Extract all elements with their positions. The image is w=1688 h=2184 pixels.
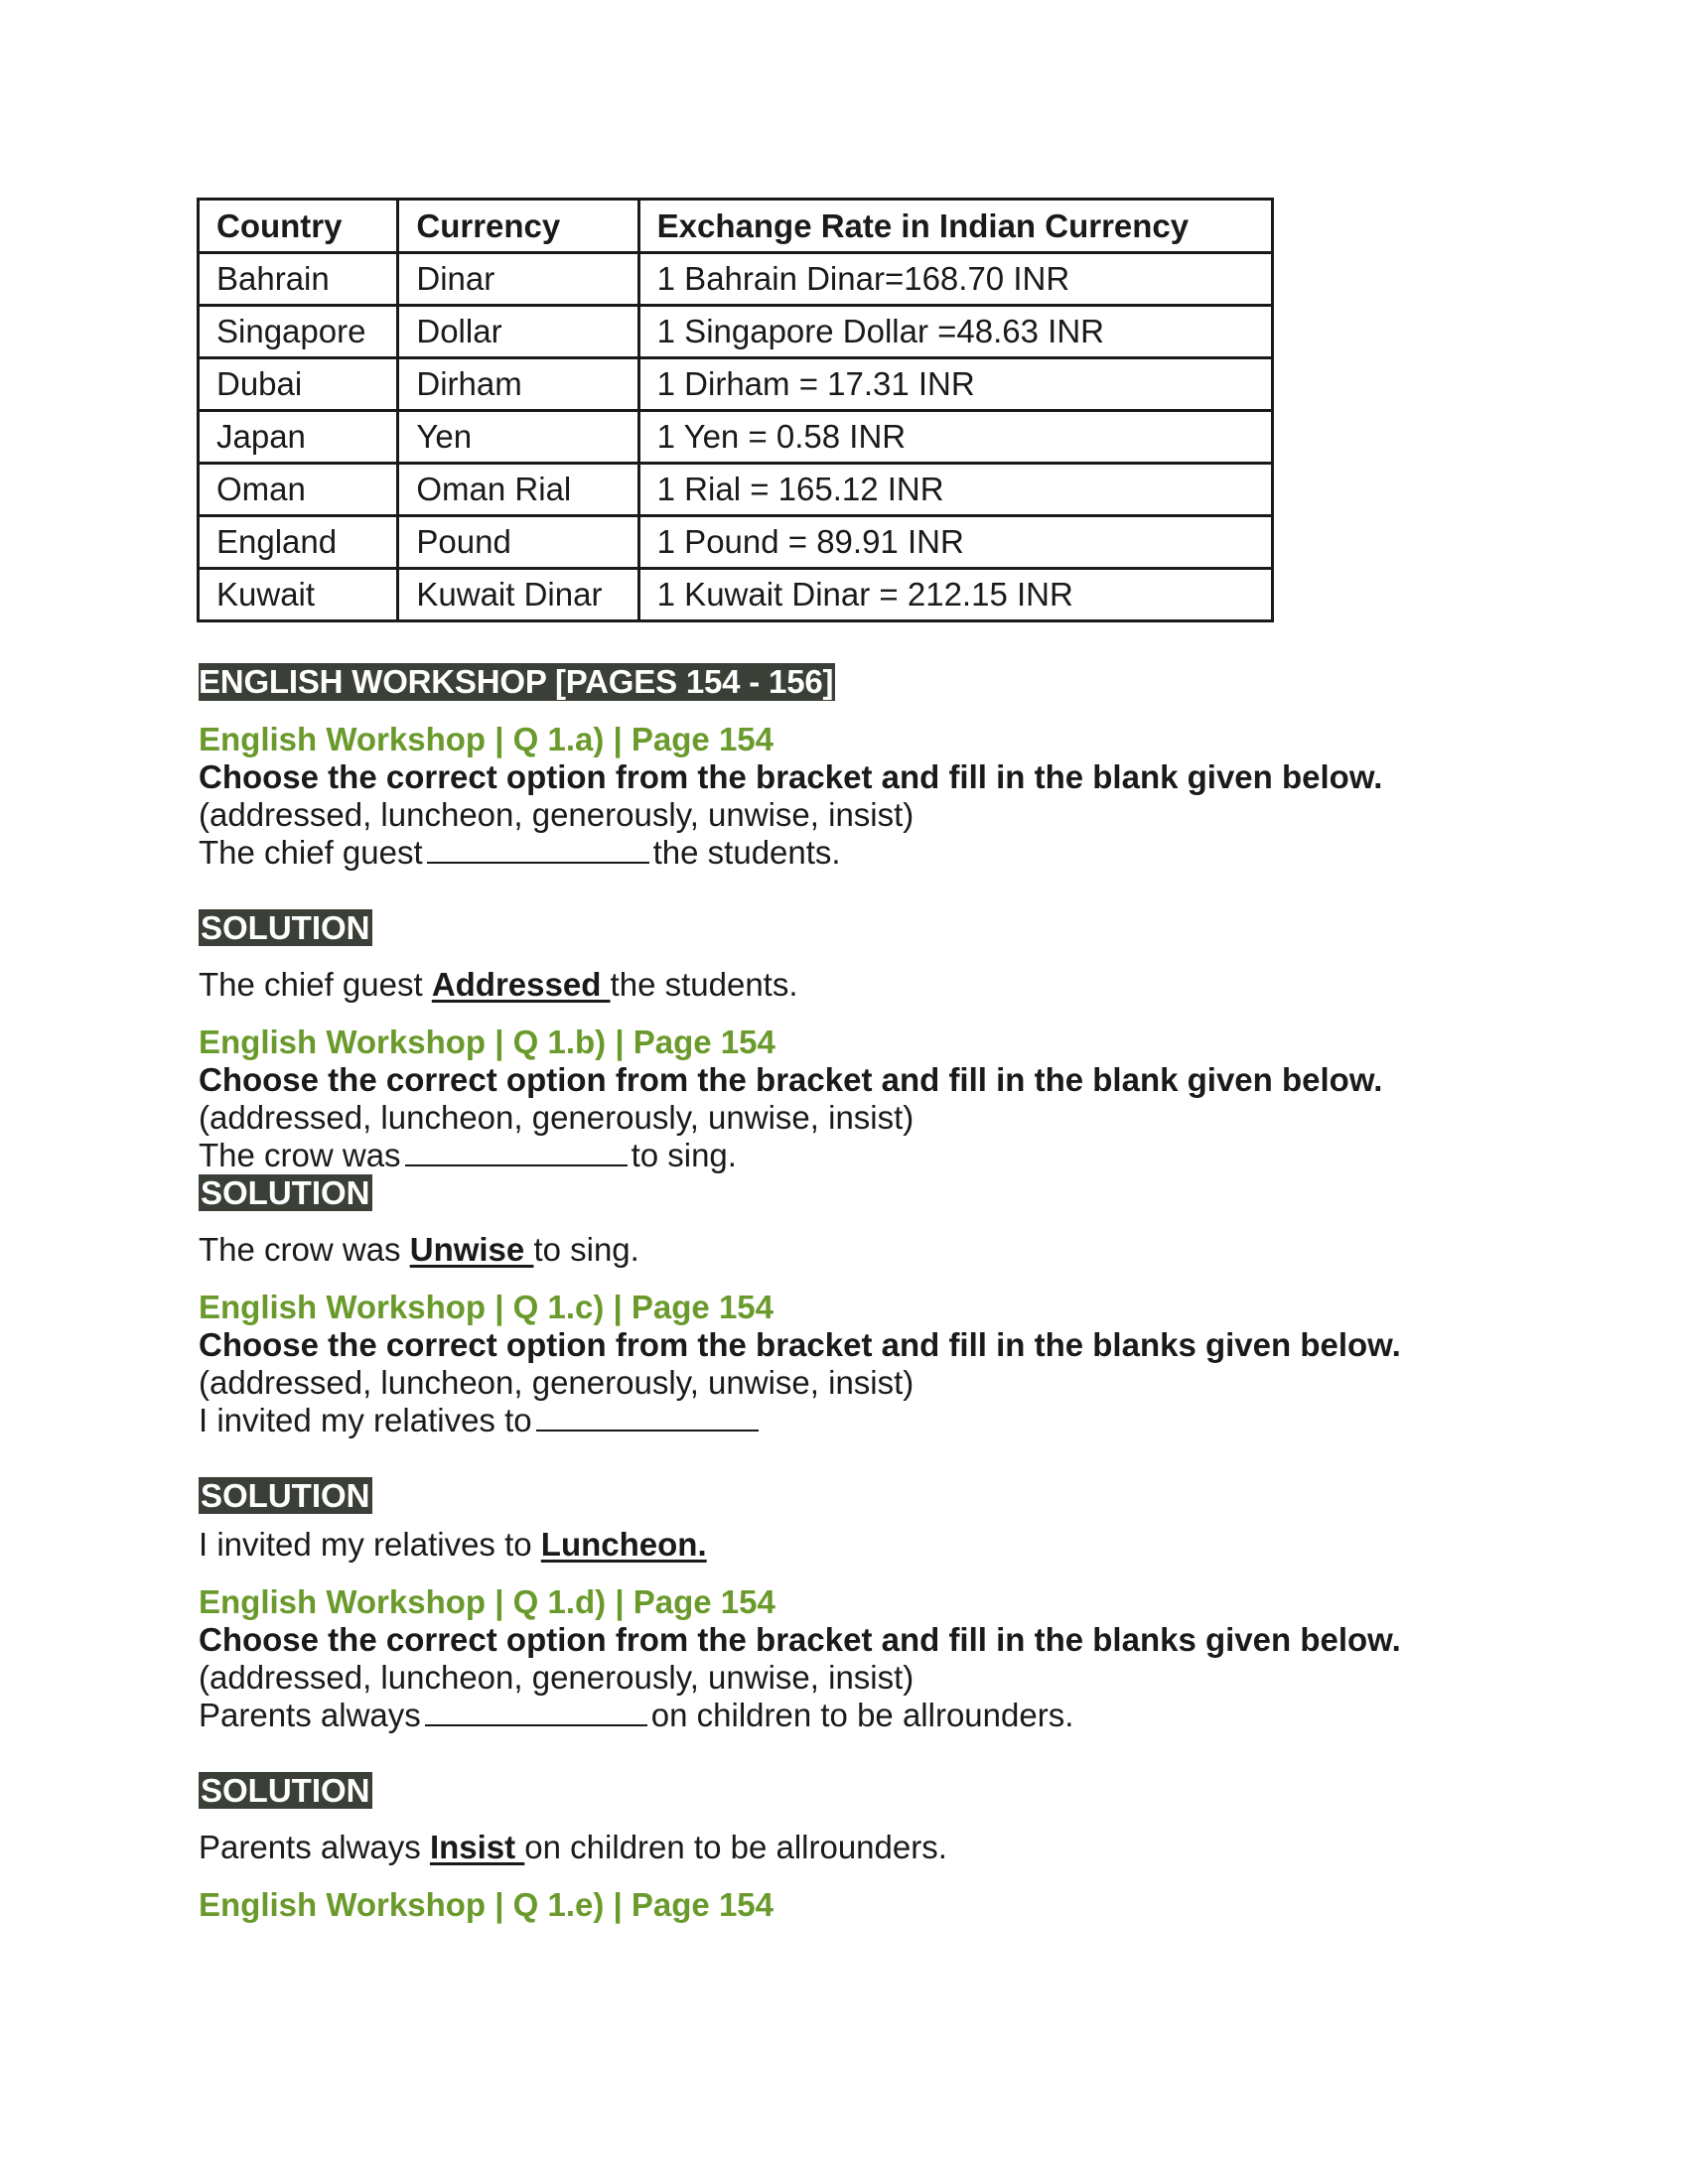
cell-country: Bahrain [199, 253, 398, 306]
prompt-text-after: to sing. [631, 1137, 737, 1173]
question-prompt [199, 1697, 1489, 1734]
prompt-text-after: on children to be allrounders. [650, 1697, 1074, 1733]
cell-rate: 1 Kuwait Dinar = 212.15 INR [638, 569, 1272, 621]
solution-label: SOLUTION [201, 909, 370, 946]
cell-currency: Oman Rial [398, 464, 638, 516]
options-line: (addressed, luncheon, generously, unwise, insist) [199, 1099, 914, 1136]
prompt-text-before: The crow was [199, 1137, 401, 1173]
question-instruction: Choose the correct option from the bracket and fill in the blank given below. [199, 758, 1383, 795]
solution-label: SOLUTION [201, 1477, 370, 1514]
cell-country: Oman [199, 464, 398, 516]
solution-answer [199, 1231, 1489, 1269]
answer-word: Unwise [409, 1231, 534, 1268]
fill-blank [405, 1137, 628, 1166]
cell-currency: Dirham [398, 358, 638, 411]
answer-text-after: on children to be allrounders. [524, 1829, 947, 1865]
fill-blank [536, 1402, 759, 1432]
prompt-text-before: The chief guest [199, 834, 423, 871]
question-heading: English Workshop | Q 1.b) | Page 154 [199, 1024, 775, 1060]
question-prompt [199, 1137, 1489, 1174]
answer-word: Addressed [431, 966, 611, 1003]
cell-country: Singapore [199, 306, 398, 358]
answer-text-before: I invited my relatives to [199, 1526, 541, 1563]
question-prompt [199, 1402, 1489, 1439]
options-line: (addressed, luncheon, generously, unwise, insist) [199, 1364, 914, 1401]
answer-word: Insist [429, 1829, 525, 1865]
cell-currency: Dinar [398, 253, 638, 306]
question-heading: English Workshop | Q 1.d) | Page 154 [199, 1583, 775, 1620]
prompt-text-before: Parents always [199, 1697, 421, 1733]
question-prompt [199, 834, 1489, 872]
cell-currency: Kuwait Dinar [398, 569, 638, 621]
options-line: (addressed, luncheon, generously, unwise, insist) [199, 1659, 914, 1696]
cell-currency: Dollar [398, 306, 638, 358]
solution-answer [199, 966, 1489, 1004]
question-instruction: Choose the correct option from the bracket and fill in the blanks given below. [199, 1621, 1401, 1658]
solution-answer [199, 1526, 1489, 1564]
prompt-text-before: I invited my relatives to [199, 1402, 532, 1438]
fill-blank [427, 834, 649, 864]
cell-currency: Yen [398, 411, 638, 464]
answer-text-before: Parents always [199, 1829, 430, 1865]
answer-word: Luncheon. [540, 1526, 707, 1563]
question-instruction: Choose the correct option from the bracket and fill in the blanks given below. [199, 1326, 1401, 1363]
cell-country: Japan [199, 411, 398, 464]
table-row [199, 464, 1273, 516]
section-banner: ENGLISH WORKSHOP [PAGES 154 - 156] [199, 663, 834, 700]
table-header-row [199, 200, 1273, 253]
cell-rate: 1 Dirham = 17.31 INR [638, 358, 1272, 411]
cell-rate: 1 Rial = 165.12 INR [638, 464, 1272, 516]
solution-label: SOLUTION [201, 1772, 370, 1809]
answer-text-before: The crow was [199, 1231, 410, 1268]
question-heading: English Workshop | Q 1.a) | Page 154 [199, 721, 774, 757]
answer-text-after: to sing. [533, 1231, 639, 1268]
header-country: Country [199, 200, 398, 253]
table-row [199, 516, 1273, 569]
table-row [199, 306, 1273, 358]
cell-rate: 1 Bahrain Dinar=168.70 INR [638, 253, 1272, 306]
workshop-content [199, 663, 1489, 1924]
answer-text-before: The chief guest [199, 966, 432, 1003]
question-instruction: Choose the correct option from the bracket and fill in the blank given below. [199, 1061, 1383, 1098]
options-line: (addressed, luncheon, generously, unwise, insist) [199, 796, 914, 833]
question-heading: English Workshop | Q 1.c) | Page 154 [199, 1289, 774, 1325]
header-currency: Currency [398, 200, 638, 253]
fill-blank [425, 1697, 647, 1726]
table-row [199, 411, 1273, 464]
cell-country: England [199, 516, 398, 569]
exchange-rate-table [197, 198, 1274, 622]
cell-country: Kuwait [199, 569, 398, 621]
cell-rate: 1 Yen = 0.58 INR [638, 411, 1272, 464]
prompt-text-after: the students. [652, 834, 841, 871]
question-heading: English Workshop | Q 1.e) | Page 154 [199, 1886, 774, 1923]
solution-answer [199, 1829, 1489, 1866]
table-row [199, 358, 1273, 411]
answer-text-after: the students. [610, 966, 798, 1003]
header-exchange-rate: Exchange Rate in Indian Currency [638, 200, 1272, 253]
table-row [199, 253, 1273, 306]
cell-rate: 1 Singapore Dollar =48.63 INR [638, 306, 1272, 358]
cell-currency: Pound [398, 516, 638, 569]
table-row [199, 569, 1273, 621]
solution-label: SOLUTION [201, 1174, 370, 1211]
cell-rate: 1 Pound = 89.91 INR [638, 516, 1272, 569]
cell-country: Dubai [199, 358, 398, 411]
